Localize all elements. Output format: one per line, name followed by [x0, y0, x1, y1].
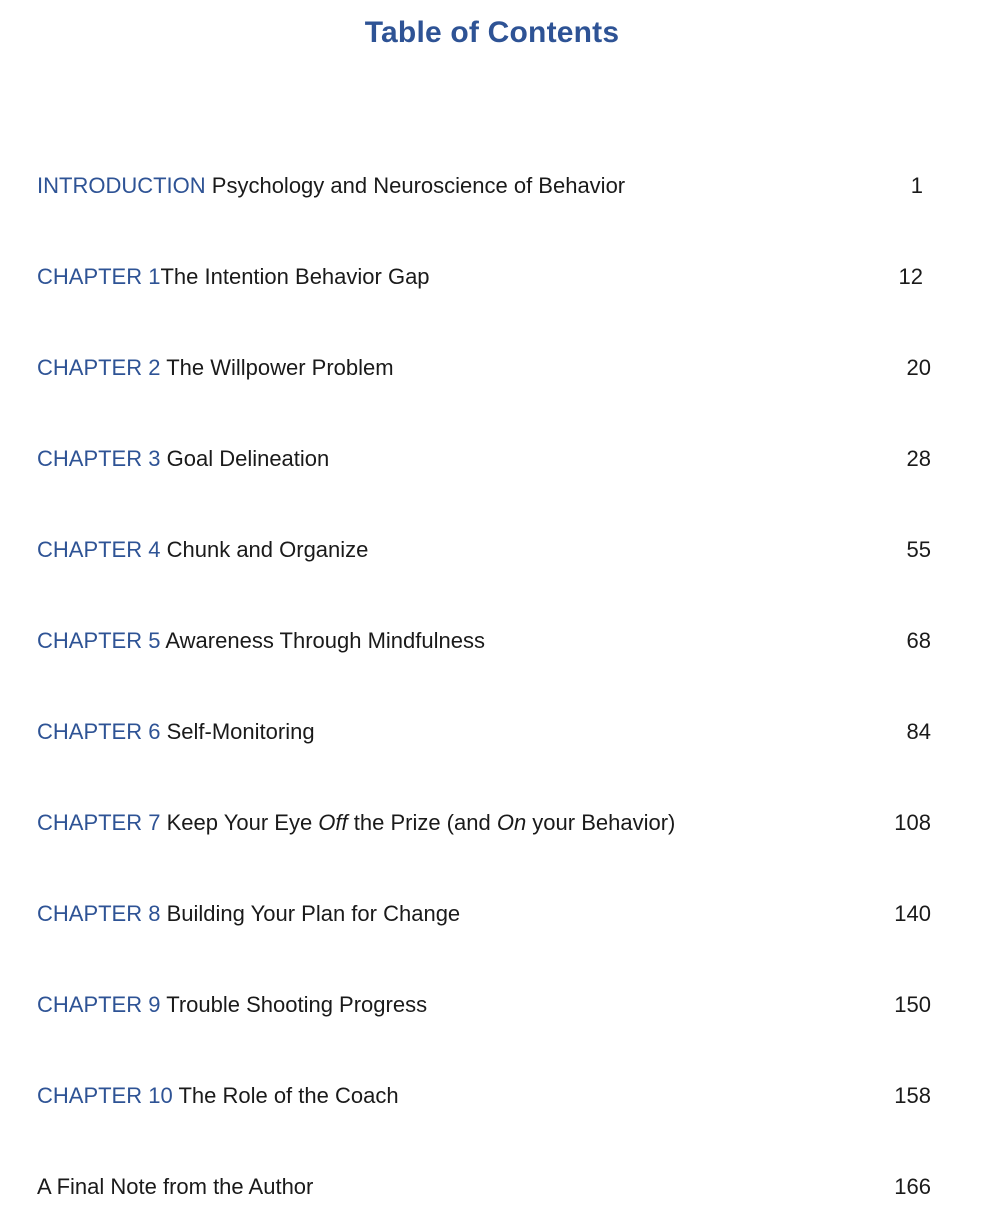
toc-entry-title-text: your Behavior)	[526, 810, 676, 835]
toc-entry-title: The Willpower Problem	[166, 355, 394, 380]
toc-entry-page: 55	[906, 537, 931, 562]
toc-entry-chapter-9[interactable]	[37, 987, 937, 1023]
toc-entry-prefix: CHAPTER 9	[37, 992, 161, 1017]
toc-entry-chapter-10[interactable]	[37, 1078, 937, 1114]
toc-entry-title-emphasis: On	[496, 810, 527, 835]
toc-entry-title-text: Keep Your Eye	[166, 810, 319, 835]
toc-entry-prefix: CHAPTER 7	[37, 810, 161, 835]
toc-entry-page: 20	[906, 355, 931, 380]
toc-entry-prefix: CHAPTER 2	[37, 355, 161, 380]
toc-entry-title: Goal Delineation	[166, 446, 330, 471]
toc-entry-prefix: CHAPTER 6	[37, 719, 161, 744]
toc-entry-chapter-4[interactable]	[37, 532, 937, 568]
toc-entry-page: 140	[894, 901, 931, 926]
toc-entry-page: 12	[898, 264, 923, 289]
toc-entry-title: Trouble Shooting Progress	[166, 992, 428, 1017]
toc-entry-title: Psychology and Neuroscience of Behavior	[211, 173, 626, 198]
toc-entry-title: Awareness Through Mindfulness	[165, 628, 485, 653]
toc-entry-final-note[interactable]	[37, 1169, 937, 1205]
toc-entry-chapter-6[interactable]	[37, 714, 937, 750]
toc-entry-title: Self-Monitoring	[166, 719, 315, 744]
toc-entry-chapter-7[interactable]	[37, 805, 937, 841]
toc-entry-page: 68	[906, 628, 931, 653]
toc-entry-prefix: CHAPTER 1	[37, 264, 161, 289]
toc-entry-title-emphasis: Off	[318, 810, 348, 835]
toc-entry-chapter-8[interactable]	[37, 896, 937, 932]
toc-entry-title: A Final Note from the Author	[37, 1174, 314, 1199]
toc-entry-page: 158	[894, 1083, 931, 1108]
toc-entry-title	[167, 810, 676, 835]
toc-entry-prefix: CHAPTER 8	[37, 901, 161, 926]
toc-entry-prefix: CHAPTER 4	[37, 537, 161, 562]
toc-entry-introduction[interactable]	[37, 168, 937, 204]
toc-entry-page: 108	[894, 810, 931, 835]
toc-entry-title-text: the Prize (and	[347, 810, 497, 835]
toc-entry-prefix: CHAPTER 10	[37, 1083, 173, 1108]
toc-entry-prefix: CHAPTER 5	[37, 628, 161, 653]
page-title: Table of Contents	[364, 16, 620, 49]
toc-entry-page: 150	[894, 992, 931, 1017]
toc-entry-page: 1	[910, 173, 923, 198]
toc-entry-title: Chunk and Organize	[166, 537, 369, 562]
toc-entry-page: 84	[906, 719, 931, 744]
toc-entry-prefix: INTRODUCTION	[37, 173, 206, 198]
toc-entry-prefix: CHAPTER 3	[37, 446, 161, 471]
toc-entry-chapter-3[interactable]	[37, 441, 937, 477]
toc-entry-page: 28	[906, 446, 931, 471]
toc-entry-chapter-2[interactable]	[37, 350, 937, 386]
toc-entry-page: 166	[894, 1174, 931, 1199]
toc-entry-title: Building Your Plan for Change	[166, 901, 461, 926]
toc-entry-title: The Intention Behavior Gap	[160, 264, 430, 289]
toc-entry-title: The Role of the Coach	[178, 1083, 399, 1108]
toc-entry-chapter-5[interactable]	[37, 623, 937, 659]
toc-entry-chapter-1[interactable]	[37, 259, 937, 295]
